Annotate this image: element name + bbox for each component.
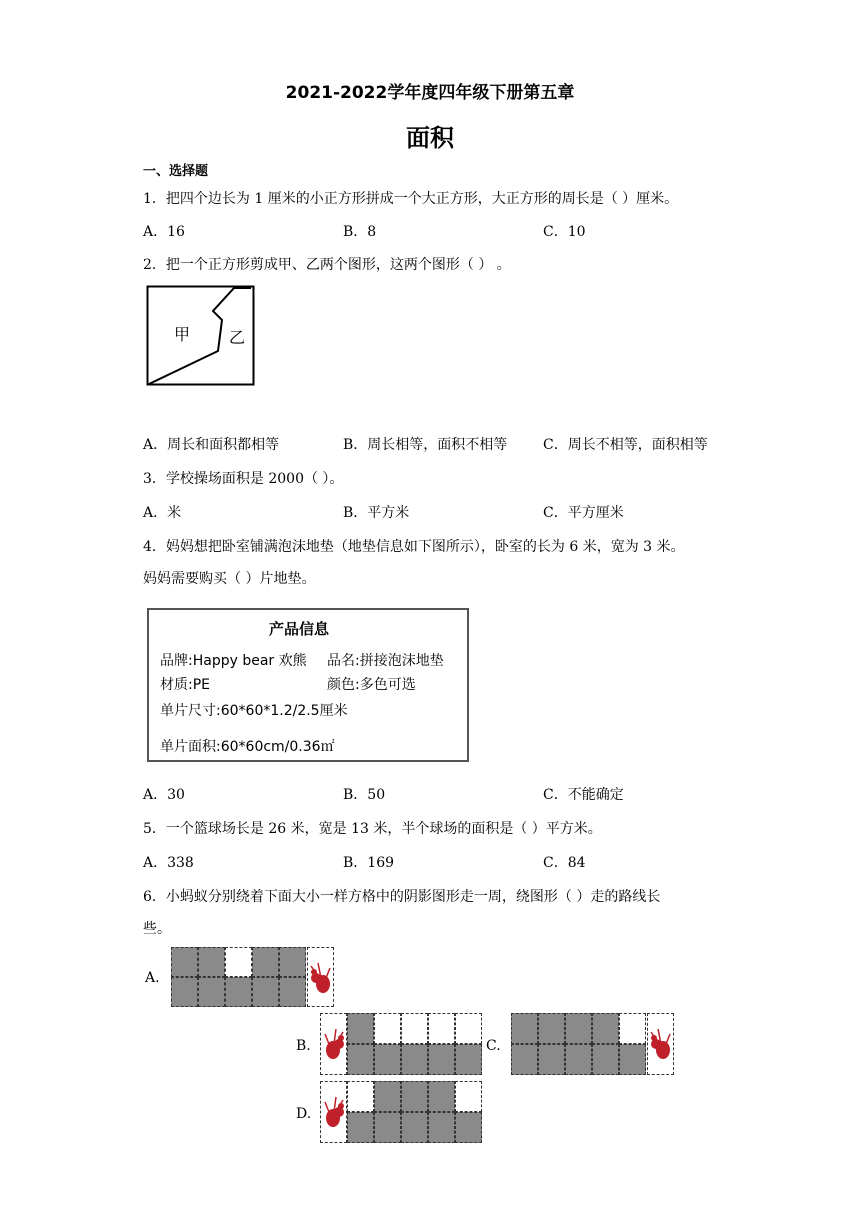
product-material: 材质:PE xyxy=(160,677,211,693)
q4-option-c: C．不能确定 xyxy=(543,787,624,803)
product-info-title: 产品信息 xyxy=(269,620,330,638)
product-name: 品名:拼接泡沫地垫 xyxy=(327,653,444,669)
figure-label-yi: 乙 xyxy=(229,328,246,347)
ant-icon xyxy=(320,1013,347,1075)
document-title: 2021-2022学年度四年级下册第五章 xyxy=(285,83,575,103)
q3-option-b: B．平方米 xyxy=(343,505,410,521)
question-6-text-line1: 6．小蚂蚁分别绕着下面大小一样方格中的阴影图形走一周，绕图形（ ）走的路线长 xyxy=(143,889,661,905)
q4-option-b: B．50 xyxy=(343,787,386,803)
product-brand: 品牌:Happy bear 欢熊 xyxy=(160,653,307,669)
q5-option-a: A．338 xyxy=(143,855,194,871)
section-heading: 一、选择题 xyxy=(143,164,209,179)
q6-grid-b xyxy=(320,1013,486,1075)
question-2-text: 2．把一个正方形剪成甲、乙两个图形，这两个图形（ ） 。 xyxy=(143,257,511,273)
question-5-text: 5．一个篮球场长是 26 米，宽是 13 米，半个球场的面积是（ ）平方米。 xyxy=(143,821,602,837)
ant-icon xyxy=(307,947,334,1007)
product-info-box xyxy=(147,608,469,762)
q3-option-a: A．米 xyxy=(143,505,182,521)
q6-option-c-label: C. xyxy=(486,1038,501,1054)
q5-option-c: C．84 xyxy=(543,855,586,871)
q1-option-b: B．8 xyxy=(343,224,377,240)
q3-option-c: C．平方厘米 xyxy=(543,505,624,521)
document-subtitle: 面积 xyxy=(406,124,454,152)
q2-option-a: A．周长和面积都相等 xyxy=(143,437,280,453)
q5-option-b: B．169 xyxy=(343,855,395,871)
product-color: 颜色:多色可选 xyxy=(327,677,416,693)
figure-label-jia: 甲 xyxy=(174,325,191,344)
q6-option-a-label: A. xyxy=(145,970,160,986)
q6-grid-a xyxy=(171,947,336,1008)
q6-option-b-label: B. xyxy=(296,1038,311,1054)
q6-grid-c xyxy=(511,1013,677,1075)
question-4-text-line1: 4．妈妈想把卧室铺满泡沫地垫（地垫信息如下图所示），卧室的长为 6 米，宽为 3 米。 xyxy=(143,539,685,555)
q6-option-d-label: D. xyxy=(296,1106,312,1122)
q4-option-a: A．30 xyxy=(143,787,185,803)
question-3-text: 3．学校操场面积是 2000（ ）。 xyxy=(143,471,344,487)
ant-icon xyxy=(320,1081,347,1143)
ant-icon xyxy=(647,1013,674,1075)
product-size: 单片尺寸:60*60*1.2/2.5厘米 xyxy=(160,703,348,719)
question-6-text-line2: 些。 xyxy=(143,921,171,937)
q2-option-c: C．周长不相等，面积相等 xyxy=(543,437,708,453)
question-4-text-line2: 妈妈需要购买（ ）片地垫。 xyxy=(143,571,316,587)
q1-option-a: A．16 xyxy=(143,224,185,240)
q2-option-b: B．周长相等，面积不相等 xyxy=(343,437,508,453)
question-1-text: 1．把四个边长为 1 厘米的小正方形拼成一个大正方形，大正方形的周长是（ ）厘米。 xyxy=(143,191,679,207)
q1-option-c: C．10 xyxy=(543,224,586,240)
product-area: 单片面积:60*60cm/0.36㎡ xyxy=(160,739,335,755)
q6-grid-d xyxy=(320,1081,486,1143)
